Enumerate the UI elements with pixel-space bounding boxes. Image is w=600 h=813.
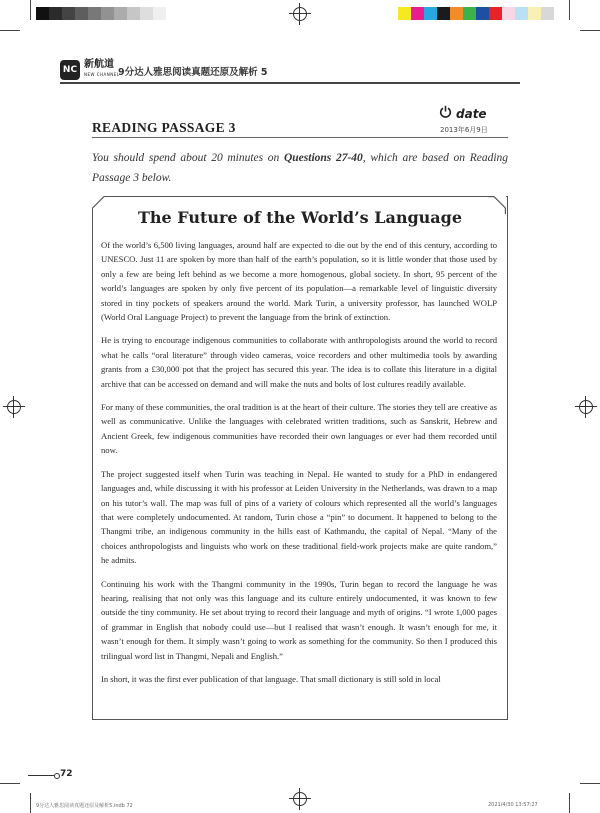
color-swatch [140,7,153,20]
instruction-prefix: You should spend about 20 minutes on [92,152,284,164]
date-value: 2013年6月9日 [440,126,488,134]
color-swatch [153,7,166,20]
color-swatch [515,7,528,20]
color-swatch [88,7,101,20]
date-label: date [456,107,487,121]
print-file-name: 9分达人雅思阅读真题还原及解析5.indb 72 [36,803,133,809]
crop-mark [30,0,31,20]
crop-mark [30,793,31,813]
instruction-suffix: , which are based on Reading Passage 3 below. [92,152,509,184]
instruction-questions: Questions 27-40 [283,152,363,164]
grayscale-color-bar [36,7,166,20]
section-divider [92,137,508,138]
color-swatch [437,7,450,20]
color-swatch [450,7,463,20]
registration-mark-left [3,396,25,418]
color-swatch [62,7,75,20]
color-swatch [114,7,127,20]
color-swatch [541,7,554,20]
logo-subtext: NEW CHANNEL [84,72,120,77]
passage-paragraph: For many of these communities, the oral tradition is at the heart of their culture. The stories they tell are creative as well as communicative. Unlike the languages with celebrated written traditions, such as Sanskrit, Hebrew and Ancient Greek, few indigenous communities have recorded their own languages or ever had them recorded until now. [101,402,497,456]
instruction-text [92,148,508,188]
header-divider [60,82,520,84]
crop-mark [0,783,20,784]
registration-mark-top [289,3,311,25]
color-swatch [36,7,49,20]
passage-paragraph: He is trying to encourage indigenous communities to collaborate with anthropologists around the world to record what he calls “oral literature” through video cameras, voice recorders and other multimedia tools by awarding grants from a £30,000 pot that the project has secured this year. The idea is to collate this literature in a digital archive that can be accessed on demand and will make the nuts and bolts of lost cultures readily available. [101,335,497,389]
section-title: READING PASSAGE 3 [92,120,236,135]
crop-mark [0,30,20,31]
crop-mark [580,30,600,31]
color-swatch [528,7,541,20]
color-swatch [411,7,424,20]
passage-paragraph: The project suggested itself when Turin was teaching in Nepal. He wanted to study for a PhD in endangered languages and, while discussing it with his professor at Leiden University in the Netherlands, was drawn to a map on his tutor’s wall. The map was full of pins of a variety of colours which represented all the world’s languages that were completely undocumented. At random, Turin chose a “pin” to document. It happened to belong to the Thangmi tribe, an indigenous community in the hills east of Kathmandu, the capital of Nepal. “Many of the choices anthropologists and linguists who work on these traditional field-work projects make are quite random,” he admits. [101,468,497,566]
passage-body [101,238,497,695]
color-swatch [127,7,140,20]
page-number-rule [28,775,54,776]
color-swatch [502,7,515,20]
color-swatch [489,7,502,20]
passage-paragraph: In short, it was the first ever publication of that language. That small dictionary is still sold in local [101,673,441,684]
color-swatch [75,7,88,20]
logo-text: 新航道 [84,59,114,70]
registration-mark-right [575,396,597,418]
passage-title: The Future of the World’s Language [137,208,463,227]
color-swatch [476,7,489,20]
power-icon [439,105,452,118]
logo-mark: NC [60,60,80,80]
color-swatch [398,7,411,20]
color-swatch [424,7,437,20]
publisher-logo [60,60,120,80]
registration-mark-bottom [289,788,311,810]
crop-mark [580,783,600,784]
color-swatch [101,7,114,20]
passage-paragraph: Continuing his work with the Thangmi community in the 1990s, Turin began to record the language he was hearing, realising that not only was this language and its culture entirely undocumented, it was known to few outside the tiny community. He set about trying to record their language and myth of origins. “I wrote 1,000 pages of grammar in English that nobody could use—but I realised that wasn’t enough. It wasn’t enough for me, it wasn’t enough for them. It simply wasn’t going to work as something for the community. So then I produced this trilingual word list in Thangmi, Nepali and English.” [101,578,497,661]
print-timestamp: 2021/4/30 13:57:27 [488,802,538,808]
passage-paragraph: Of the world’s 6,500 living languages, around half are expected to die out by the end of this century, according to UNESCO. Just 11 are spoken by more than half of the earth’s population, so it is little wonder that those used by only a few are being left behind as we become a more homogenous, global society. In short, 95 percent of the world’s languages are spoken by only five percent of its population—a remarkable level of linguistic diversity stored in tiny pockets of speakers around the world. Mark Turin, a university professor, has launched WOLP (World Oral Language Project) to prevent the language from the brink of extinction. [101,240,497,323]
running-title: 9分达人雅思阅读真题还原及解析 5 [118,67,268,78]
page-number: 72 [60,769,73,779]
color-swatch [49,7,62,20]
crop-mark [569,0,570,20]
color-swatch [463,7,476,20]
cmyk-color-bar [398,7,554,20]
crop-mark [569,793,570,813]
